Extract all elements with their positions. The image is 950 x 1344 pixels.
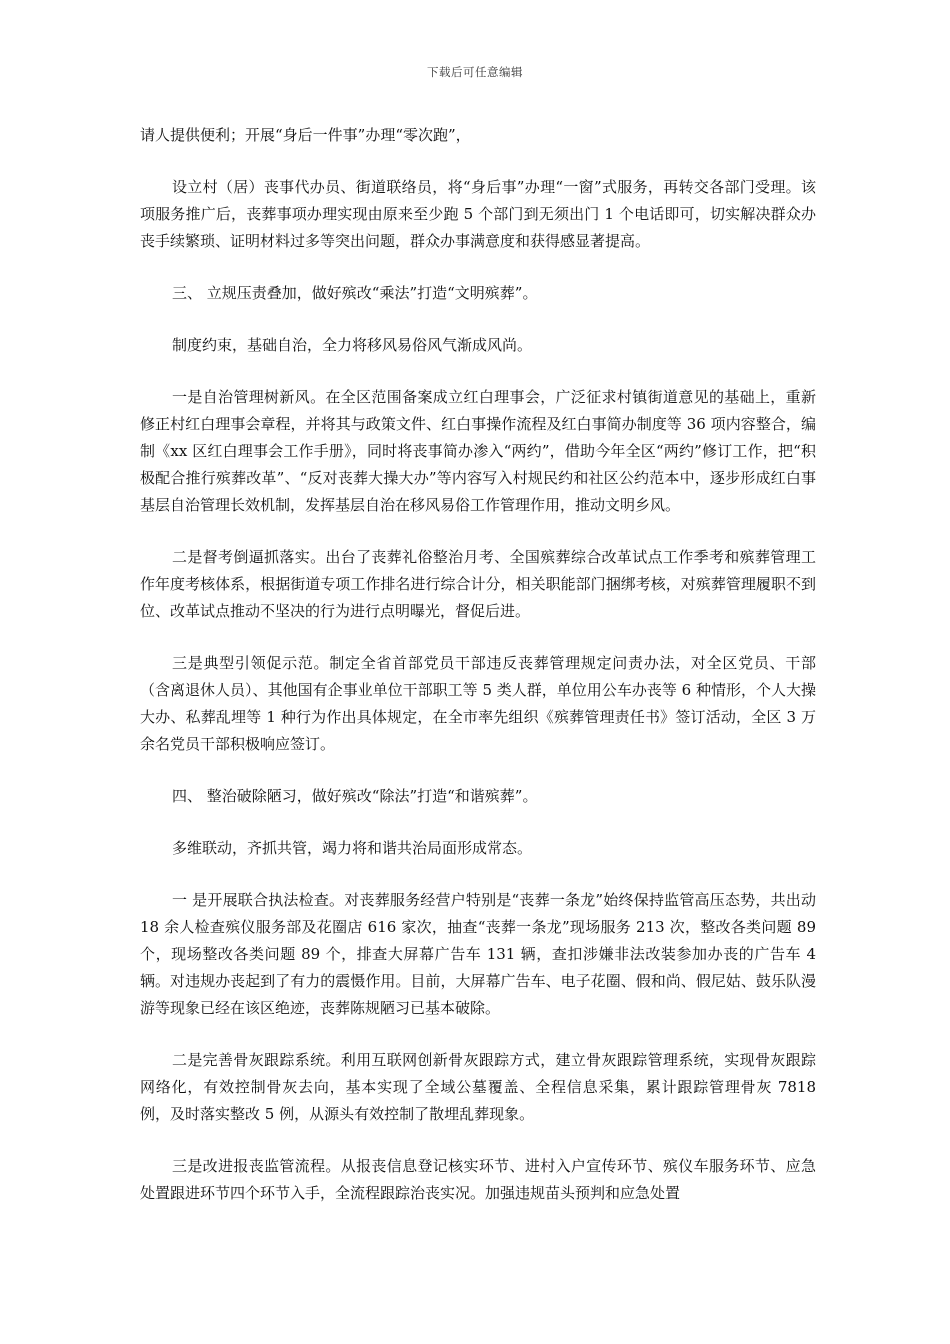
paragraph-7: 三是典型引领促示范。制定全省首部党员干部违反丧葬管理规定问责办法，对全区党员、干部（含离退休人员）、其他国有企事业单位干部职工等 5 类人群，单位用公车办丧等 6 种情形，个人大操大办、私葬乱埋等 1 种行为作出具体规定，在全市率先组织《殡葬管理责任书》签订活动，全区 3 万余名党员干部积极响应签订。 xyxy=(140,654,816,753)
paragraph-6: 二是督考倒逼抓落实。出台了丧葬礼俗整治月考、全国殡葬综合改革试点工作季考和殡葬管理工作年度考核体系，根据街道专项工作排名进行综合计分，相关职能部门捆绑考核，对殡葬管理履职不到位、改革试点推动不坚决的行为进行点明曝光，督促后进。 xyxy=(140,548,816,620)
paragraph-4: 制度约束，基础自治，全力将移风易俗风气渐成风尚。 xyxy=(172,336,533,354)
paragraph-9: 多维联动，齐抓共管，竭力将和谐共治局面形成常态。 xyxy=(172,839,533,857)
section-heading-3: 三、 立规压责叠加，做好殡改“乘法”打造“文明殡葬”。 xyxy=(172,284,538,302)
document-body xyxy=(140,122,816,1232)
section-heading-4: 四、 整治破除陋习，做好殡改“除法”打造“和谐殡葬”。 xyxy=(172,787,538,805)
page-header: 下载后可任意编辑 xyxy=(427,65,523,79)
paragraph-5: 一是自治管理树新风。在全区范围备案成立红白理事会，广泛征求村镇街道意见的基础上，重新修正村红白理事会章程，并将其与政策文件、红白事操作流程及红白事简办制度等 36 项内容整合，编制《xx 区红白理事会工作手册》，同时将丧事简办渗入“两约”，借助今年全区“两约”修订工作，把“积极配合推行殡葬改革”、“反对丧葬大操大办”等内容写入村规民约和社区公约范本中，逐步形成红白事基层自治管理长效机制，发挥基层自治在移风易俗工作管理作用，推动文明乡风。 xyxy=(140,388,816,514)
paragraph-10: 一 是开展联合执法检查。对丧葬服务经营户特别是“丧葬一条龙”始终保持监管高压态势，共出动 18 余人检查殡仪服务部及花圈店 616 家次，抽查“丧葬一条龙”现场服务 213 次，整改各类问题 89 个，现场整改各类问题 89 个，排查大屏幕广告车 131 辆，查扣涉嫌非法改装参加办丧的广告车 4 辆。对违规办丧起到了有力的震慑作用。目前，大屏幕广告车、电子花圈、假和尚、假尼姑、鼓乐队漫游等现象已经在该区绝迹，丧葬陈规陋习已基本破除。 xyxy=(140,891,816,1017)
paragraph-2: 设立村（居）丧事代办员、街道联络员，将“身后事”办理“一窗”式服务，再转交各部门受理。该项服务推广后，丧葬事项办理实现由原来至少跑 5 个部门到无须出门 1 个电话即可，切实解决群众办丧手续繁琐、证明材料过多等突出问题，群众办事满意度和获得感显著提高。 xyxy=(140,178,816,250)
paragraph-11: 二是完善骨灰跟踪系统。利用互联网创新骨灰跟踪方式，建立骨灰跟踪管理系统，实现骨灰跟踪网络化，有效控制骨灰去向，基本实现了全域公墓覆盖、全程信息采集，累计跟踪管理骨灰 7818 例，及时落实整改 5 例，从源头有效控制了散埋乱葬现象。 xyxy=(140,1051,816,1123)
paragraph-1: 请人提供便利；开展“身后一件事”办理“零次跑”， xyxy=(140,126,471,144)
paragraph-12: 三是改进报丧监管流程。从报丧信息登记核实环节、进村入户宣传环节、殡仪车服务环节、应急处置跟进环节四个环节入手，全流程跟踪治丧实况。加强违规苗头预判和应急处置 xyxy=(140,1157,816,1202)
